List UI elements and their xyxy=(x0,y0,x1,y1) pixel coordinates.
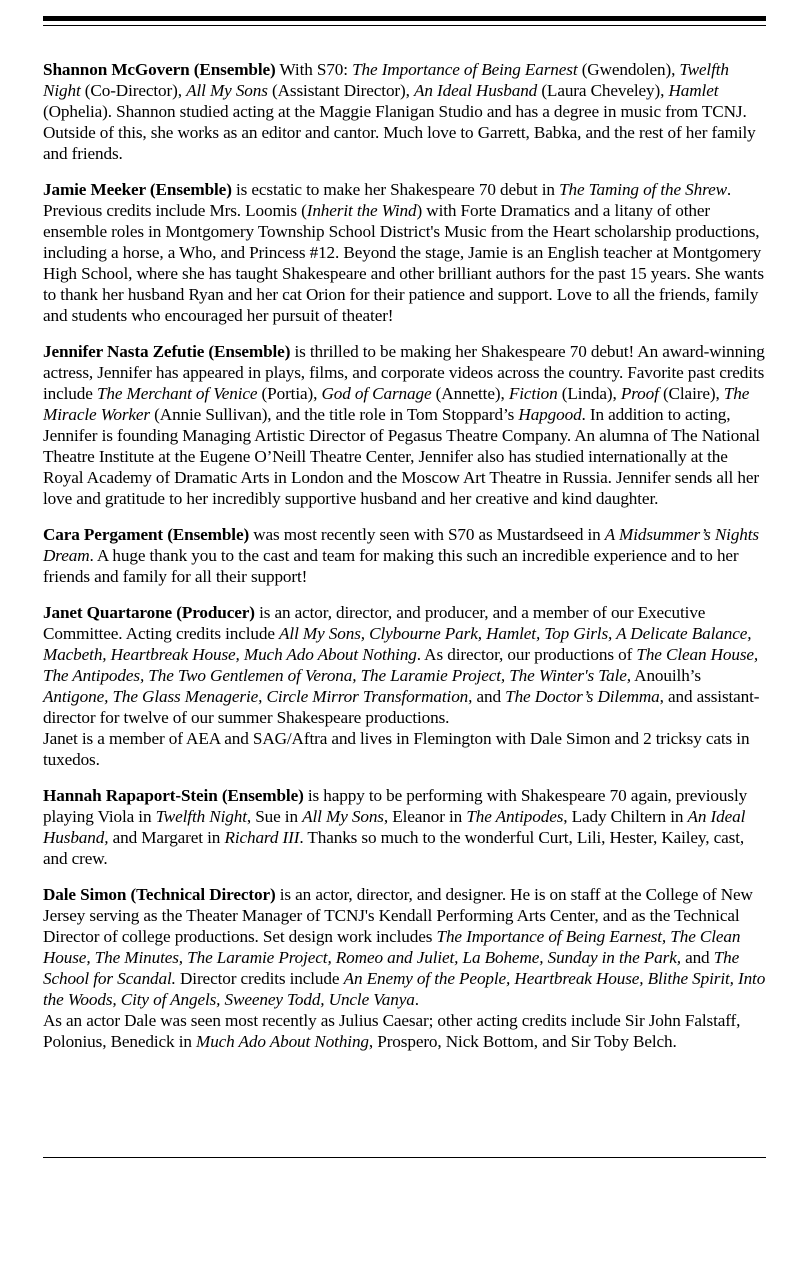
bio-title-italic: Twelfth Night xyxy=(155,807,247,826)
top-rule-thin xyxy=(43,25,766,26)
bio-list xyxy=(43,59,769,1067)
bio-text: , Lady Chiltern in xyxy=(563,807,688,826)
bio-name: Shannon McGovern (Ensemble) xyxy=(43,60,276,79)
bio-paragraph xyxy=(43,59,769,164)
bio-paragraph xyxy=(43,524,769,587)
bio-title-italic: Fiction xyxy=(508,384,558,403)
bio-text: (Annette), xyxy=(431,384,509,403)
bio-title-italic: Inherit the Wind xyxy=(306,201,417,220)
bio-text: . As director, our productions of xyxy=(416,645,637,664)
bio-title-italic: Much Ado About Nothing xyxy=(196,1032,369,1051)
bio-title-italic: All My Sons xyxy=(302,807,384,826)
bio-title-italic: Proof xyxy=(620,384,659,403)
bio-text: ) with Forte Dramatics and a litany of other ensemble roles in Montgomery Township School District's Music from the Heart scholarship productions, including a horse, a Who, and Princess #12. Beyond the stage, Jamie is an English teacher at Montgomery High School, where she has taught Shakespeare and other brilliant authors for the past 15 years. She wants to thank her husband Ryan and her cat Orion for their patience and support. Love to all the friends, family and students who encouraged her pursuit of theater! xyxy=(43,201,764,325)
bio-text: As an actor Dale was seen most recently as Julius Caesar; other acting credits include Sir John Falstaff, Polonius, Benedick in xyxy=(43,1011,741,1051)
bio-text: Anouilh’s xyxy=(630,666,701,685)
bio-text: (Claire), xyxy=(658,384,724,403)
bio-title-italic: Twelfth Night xyxy=(43,60,729,100)
bio-text: Janet is a member of AEA and SAG/Aftra and lives in Flemington with Dale Simon and 2 tricksy cats in tuxedos. xyxy=(43,729,750,769)
bio-text: (Annie Sullivan), and the title role in Tom Stoppard’s xyxy=(150,405,519,424)
bio-title-italic: Richard III xyxy=(224,828,300,847)
bio-paragraph xyxy=(43,179,769,326)
bio-name: Janet Quartarone (Producer) xyxy=(43,603,255,622)
bio-text: is ecstatic to make her Shakespeare 70 debut in xyxy=(231,180,560,199)
bio-text: , Eleanor in xyxy=(383,807,467,826)
bio-title-italic: The Clean House, The Antipodes, The Two Gentlemen of Verona, The Laramie Project, The Winter's Tale, xyxy=(43,645,759,685)
bio-text: . Thanks so much to the wonderful Curt, Lili, Hester, Kailey, cast, and crew. xyxy=(43,828,745,868)
bio-name: Jennifer Nasta Zefutie (Ensemble) xyxy=(43,342,291,361)
bio-text: With S70: xyxy=(275,60,353,79)
top-rule-thick xyxy=(43,16,766,21)
bio-text: . xyxy=(414,990,419,1009)
bio-title-italic: The Merchant of Venice xyxy=(96,384,258,403)
bio-text: (Portia), xyxy=(257,384,322,403)
bio-text: (Assistant Director), xyxy=(267,81,414,100)
bio-title-italic: A Midsummer’s Nights Dream xyxy=(43,525,759,565)
bio-text: . Previous credits include Mrs. Loomis ( xyxy=(43,180,732,220)
bio-text: and xyxy=(472,687,506,706)
bio-title-italic: God of Carnage xyxy=(321,384,432,403)
bio-text: and Margaret in xyxy=(108,828,225,847)
bio-title-italic: Hamlet xyxy=(668,81,719,100)
bio-text: was most recently seen with S70 as Mustardseed in xyxy=(249,525,605,544)
bio-title-italic: The School for Scandal. xyxy=(43,948,740,988)
bio-text: (Linda), xyxy=(557,384,621,403)
bio-text: and xyxy=(680,948,714,967)
bio-text: , and assistant-director for twelve of our summer Shakespeare productions. xyxy=(43,687,760,727)
bio-paragraph xyxy=(43,602,769,770)
bio-title-italic: The Importance of Being Earnest, The Clean House, The Minutes, The Laramie Project, Romeo and Juliet, La Boheme, Sunday in the Park, xyxy=(43,927,741,967)
bottom-rule xyxy=(43,1157,766,1158)
bio-name: Dale Simon (Technical Director) xyxy=(43,885,276,904)
bio-title-italic: An Ideal Husband, xyxy=(43,807,746,847)
bio-text: . In addition to acting, Jennifer is founding Managing Artistic Director of Pegasus Theatre Company. An alumna of The National Theatre Institute at the Eugene O’Neill Theatre Center, Jennifer also has studied internationally at the Royal Academy of Dramatic Arts in London and the Moscow Art Theatre in Russia. Jennifer sends all her love and gratitude to her incredibly supportive husband and her creative and kind daughter. xyxy=(43,405,760,508)
bio-title-italic: The Miracle Worker xyxy=(43,384,750,424)
bio-text: (Laura Cheveley), xyxy=(537,81,669,100)
bio-title-italic: The Taming of the Shrew xyxy=(559,180,727,199)
bio-name: Hannah Rapaport-Stein (Ensemble) xyxy=(43,786,304,805)
bio-text: is an actor, director, and designer. He is on staff at the College of New Jersey serving as the Theater Manager of TCNJ's Kendall Performing Arts Center, and as the Technical Director of college productions. Set design work includes xyxy=(43,885,753,946)
bio-text: is an actor, director, and producer, and a member of our Executive Committee. Acting credits include xyxy=(43,603,706,643)
bio-title-italic: An Ideal Husband xyxy=(414,81,538,100)
bio-title-italic: Hapgood xyxy=(518,405,582,424)
bio-text: , Sue in xyxy=(246,807,303,826)
bio-title-italic: The Doctor’s Dilemma xyxy=(505,687,660,706)
bio-title-italic: An Enemy of the People, Heartbreak House, Blithe Spirit, Into the Woods, City of Angels, Sweeney Todd, Uncle Vanya xyxy=(43,969,766,1009)
bio-text: (Ophelia). Shannon studied acting at the Maggie Flanigan Studio and has a degree in music from TCNJ. Outside of this, she works as an editor and cantor. Much love to Garrett, Babka, and the rest of her family and friends. xyxy=(43,102,756,163)
bio-text: Director credits include xyxy=(175,969,344,988)
bio-title-italic: The Importance of Being Earnest xyxy=(352,60,578,79)
bio-text: is happy to be performing with Shakespeare 70 again, previously playing Viola in xyxy=(43,786,748,826)
bio-text: is thrilled to be making her Shakespeare 70 debut! An award-winning actress, Jennifer has appeared in plays, films, and corporate videos across the country. Favorite past credits include xyxy=(43,342,765,403)
bio-title-italic: The Antipodes xyxy=(466,807,564,826)
bio-title-italic: All My Sons xyxy=(186,81,268,100)
bio-name: Cara Pergament (Ensemble) xyxy=(43,525,250,544)
bio-text: (Gwendolen), xyxy=(577,60,680,79)
bio-text: , Prospero, Nick Bottom, and Sir Toby Belch. xyxy=(368,1032,677,1051)
bio-title-italic: All My Sons, Clybourne Park, Hamlet, Top Girls, A Delicate Balance, Macbeth, Heartbreak House, Much Ado About Nothing xyxy=(43,624,752,664)
bio-paragraph xyxy=(43,341,769,509)
bio-text: . A huge thank you to the cast and team for making this such an incredible experience and to her friends and family for all their support! xyxy=(43,546,739,586)
bio-paragraph xyxy=(43,884,769,1052)
bio-title-italic: Antigone, The Glass Menagerie, Circle Mirror Transformation, xyxy=(43,687,473,706)
bio-paragraph xyxy=(43,785,769,869)
bio-text: (Co-Director), xyxy=(80,81,187,100)
bio-name: Jamie Meeker (Ensemble) xyxy=(43,180,232,199)
